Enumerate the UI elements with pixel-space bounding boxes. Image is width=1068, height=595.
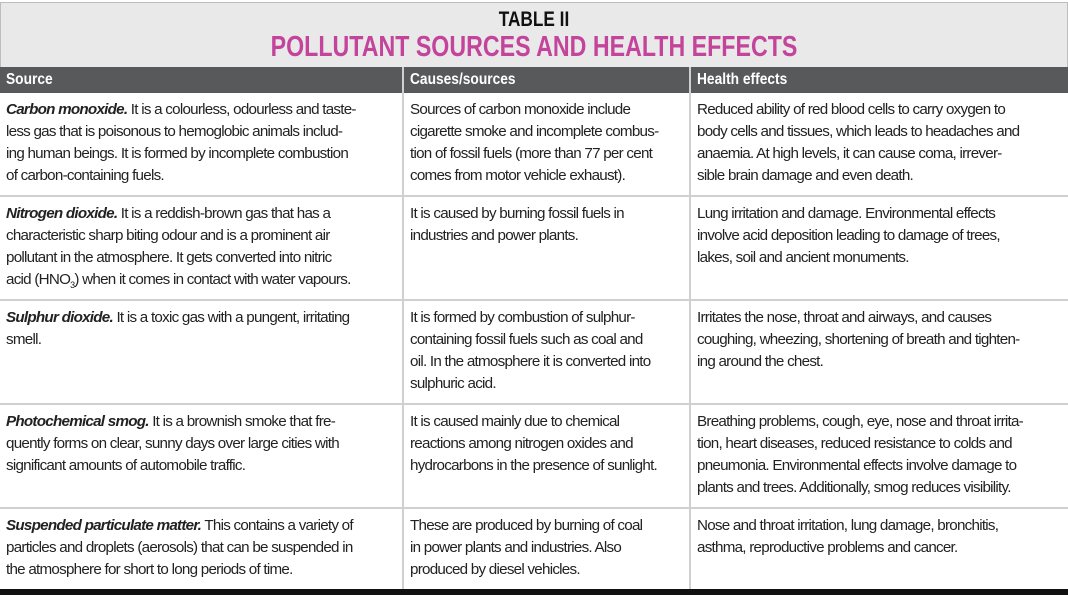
table-title-box — [0, 2, 1068, 68]
pollutant-description: It is a toxic gas with a pungent, irritating smell. — [6, 309, 350, 348]
source-cell — [0, 404, 403, 508]
causes-cell: These are produced by burning of coal in power plants and industries. Also produced by diesel vehicles. — [403, 508, 690, 592]
table-row — [0, 404, 1068, 508]
table-header-row — [0, 67, 1068, 93]
effects-cell: Irritates the nose, throat and airways, and causes coughing, wheezing, shortening of breath and tighten- ing around the chest. — [690, 300, 1068, 404]
column-header-effects — [690, 67, 1068, 93]
causes-cell: It is caused mainly due to chemical reactions among nitrogen oxides and hydrocarbons in the presence of sunlight. — [403, 404, 690, 508]
effects-cell: Nose and throat irritation, lung damage, bronchitis, asthma, reproductive problems and cancer. — [690, 508, 1068, 592]
pollutant-name: Carbon monoxide. — [6, 101, 128, 118]
pollutant-name: Suspended particulate matter. — [6, 517, 202, 534]
column-header-causes — [403, 67, 690, 93]
causes-cell: It is caused by burning fossil fuels in industries and power plants. — [403, 196, 690, 300]
pollutant-description: It is a reddish-brown gas that has a characteristic sharp biting odour and is a prominent air pollutant in the atmosphere. It gets converted into nitric acid (HNO — [6, 205, 332, 288]
source-cell — [0, 196, 403, 300]
subscript: 3 — [70, 280, 75, 291]
effects-cell: Reduced ability of red blood cells to carry oxygen to body cells and tissues, which leads to headaches and anaemia. At high levels, it can cause coma, irrever- sible brain damage and even death. — [690, 93, 1068, 196]
pollutant-name: Nitrogen dioxide. — [6, 205, 118, 222]
column-header-source — [0, 67, 403, 93]
table-row — [0, 196, 1068, 300]
table-row — [0, 300, 1068, 404]
pollutant-description: It is a colourless, odourless and taste- less gas that is poisonous to hemoglobic animals includ- ing human beings. It is formed by incomplete combustion of carbon-containing fuels. — [6, 101, 356, 184]
column-header-label: Source — [6, 71, 53, 88]
pollutant-description-cont: ) when it comes in contact with water vapours. — [74, 271, 351, 288]
causes-cell: Sources of carbon monoxide include cigarette smoke and incomplete combus- tion of fossil fuels (more than 77 per cent comes from motor vehicle exhaust). — [403, 93, 690, 196]
column-header-label: Health effects — [697, 71, 788, 88]
causes-cell: It is formed by combustion of sulphur- containing fossil fuels such as coal and oil. In the atmosphere it is converted into sulphuric acid. — [403, 300, 690, 404]
pollutant-table — [0, 67, 1068, 595]
source-cell — [0, 300, 403, 404]
pollutant-name: Photochemical smog. — [6, 413, 149, 430]
pollutant-description: It is a brownish smoke that fre- quently forms on clear, sunny days over large cities with significant amounts of automobile traffic. — [6, 413, 339, 474]
table-row — [0, 508, 1068, 592]
table-row — [0, 93, 1068, 196]
table-number: TABLE II — [498, 8, 570, 31]
pollutant-description: This contains a variety of particles and droplets (aerosols) that can be suspended in the atmosphere for short to long periods of time. — [6, 517, 353, 578]
effects-cell: Breathing problems, cough, eye, nose and throat irrita- tion, heart diseases, reduced resistance to colds and pneumonia. Environmental effects involve damage to plants and trees. Additionally, smog reduces visibility. — [690, 404, 1068, 508]
source-cell — [0, 508, 403, 592]
column-header-label: Causes/sources — [410, 71, 516, 88]
pollutant-name: Sulphur dioxide. — [6, 309, 113, 326]
effects-cell: Lung irritation and damage. Environmental effects involve acid deposition leading to damage of trees, lakes, soil and ancient monuments. — [690, 196, 1068, 300]
source-cell — [0, 93, 403, 196]
table-title: POLLUTANT SOURCES AND HEALTH EFFECTS — [270, 31, 798, 63]
